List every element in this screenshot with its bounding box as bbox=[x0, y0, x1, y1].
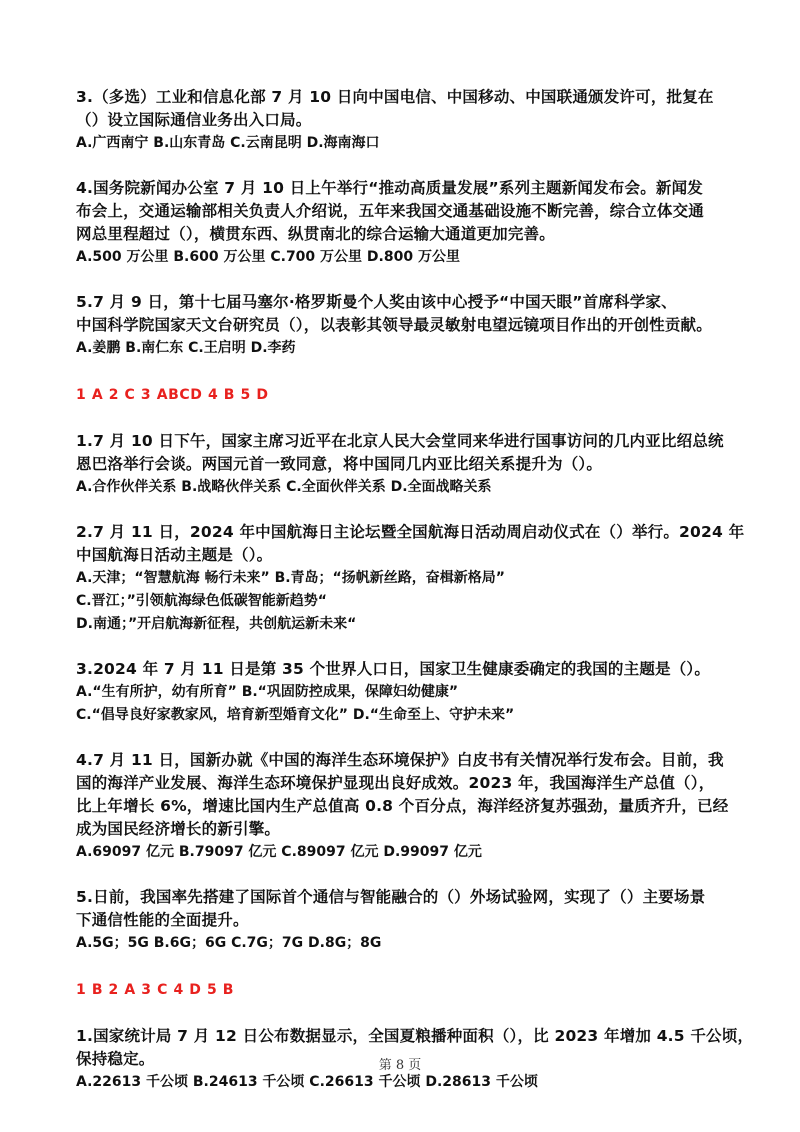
question-text: 3.（多选）工业和信息化部 7 月 10 日向中国电信、中国移动、中国联通颁发许可，批复在 bbox=[76, 88, 714, 106]
question-text: 保持稳定。 bbox=[76, 1050, 155, 1068]
question-text: （）设立国际通信业务出入口局。 bbox=[76, 111, 312, 129]
page-number: 第 8 页 bbox=[378, 1058, 422, 1073]
question-3-multi bbox=[76, 86, 736, 155]
question-text: 比上年增长 6%，增速比国内生产总值高 0.8 个百分点，海洋经济复苏强劲，量质齐升，已经 bbox=[76, 797, 729, 815]
question-options: A.天津；“智慧航海 畅行未来” B.青岛；“扬帆新丝路，奋楫新格局” bbox=[76, 570, 505, 586]
question-2 bbox=[76, 521, 745, 636]
question-text: 国的海洋产业发展、海洋生态环境保护显现出良好成效。2023 年，我国海洋生产总值（）， bbox=[76, 774, 715, 792]
question-text: 中国科学院国家天文台研究员（），以表彰其领导最灵敏射电望远镜项目作出的开创性贡献。 bbox=[76, 316, 712, 334]
question-text: 1.国家统计局 7 月 12 日公布数据显示，全国夏粮播种面积（），比 2023 年增加 4.5 千公顷， bbox=[76, 1027, 754, 1045]
question-text: 5.7 月 9 日，第十七届马塞尔·格罗斯曼个人奖由该中心授予“中国天眼”首席科学家、 bbox=[76, 293, 677, 311]
question-text: 下通信性能的全面提升。 bbox=[76, 911, 249, 929]
question-text: 4.国务院新闻办公室 7 月 10 日上午举行“推动高质量发展”系列主题新闻发布会。新闻发 bbox=[76, 179, 703, 197]
question-text: 3.2024 年 7 月 11 日是第 35 个世界人口日，国家卫生健康委确定的我国的主题是（）。 bbox=[76, 660, 711, 678]
question-text: 5.日前，我国率先搭建了国际首个通信与智能融合的（）外场试验网，实现了（）主要场景 bbox=[76, 888, 706, 906]
question-5-network bbox=[76, 886, 736, 955]
question-text: 中国航海日活动主题是（）。 bbox=[76, 546, 273, 564]
question-3 bbox=[76, 658, 736, 727]
answer-key-1: 1 A 2 C 3 ABCD 4 B 5 D bbox=[76, 387, 269, 403]
question-options: A.500 万公里 B.600 万公里 C.700 万公里 D.800 万公里 bbox=[76, 249, 460, 265]
question-options: A.合作伙伴关系 B.战略伙伴关系 C.全面伙伴关系 D.全面战略关系 bbox=[76, 479, 492, 495]
question-options: A.“生有所护，幼有所育” B.“巩固防控成果，保障妇幼健康” bbox=[76, 684, 459, 700]
answer-key-2: 1 B 2 A 3 C 4 D 5 B bbox=[76, 982, 235, 998]
question-text: 布会上，交通运输部相关负责人介绍说，五年来我国交通基础设施不断完善，综合立体交通 bbox=[76, 202, 705, 220]
question-text: 网总里程超过（），横贯东西、纵贯南北的综合运输大通道更加完善。 bbox=[76, 225, 555, 243]
question-1 bbox=[76, 430, 736, 499]
question-options: C.“倡导良好家教家风，培育新型婚育文化” D.“生命至上、守护未来” bbox=[76, 707, 515, 723]
question-text: 2.7 月 11 日，2024 年中国航海日主论坛暨全国航海日活动周启动仪式在（）举行。2024 年 bbox=[76, 523, 745, 541]
document-page bbox=[76, 86, 754, 1094]
question-4 bbox=[76, 177, 736, 269]
question-options: C.晋江；”引领航海绿色低碳智能新趋势“ bbox=[76, 593, 327, 609]
question-text: 1.7 月 10 日下午，国家主席习近平在北京人民大会堂同来华进行国事访问的几内亚比绍总统 bbox=[76, 432, 724, 450]
question-text: 恩巴洛举行会谈。两国元首一致同意，将中国同几内亚比绍关系提升为（）。 bbox=[76, 455, 603, 473]
question-options: A.22613 千公顷 B.24613 千公顷 C.26613 千公顷 D.28613 千公顷 bbox=[76, 1074, 538, 1090]
question-text: 4.7 月 11 日，国新办就《中国的海洋生态环境保护》白皮书有关情况举行发布会。目前，我 bbox=[76, 751, 724, 769]
question-options: D.南通；”开启航海新征程，共创航运新未来“ bbox=[76, 616, 357, 632]
question-text: 成为国民经济增长的新引擎。 bbox=[76, 820, 281, 838]
question-options: A.姜鹏 B.南仁东 C.王启明 D.李药 bbox=[76, 340, 296, 356]
question-4-ocean bbox=[76, 749, 736, 864]
question-options: A.广西南宁 B.山东青岛 C.云南昆明 D.海南海口 bbox=[76, 135, 380, 151]
question-options: A.5G；5G B.6G；6G C.7G；7G D.8G；8G bbox=[76, 935, 382, 951]
question-5 bbox=[76, 291, 736, 360]
question-options: A.69097 亿元 B.79097 亿元 C.89097 亿元 D.99097 亿元 bbox=[76, 844, 482, 860]
